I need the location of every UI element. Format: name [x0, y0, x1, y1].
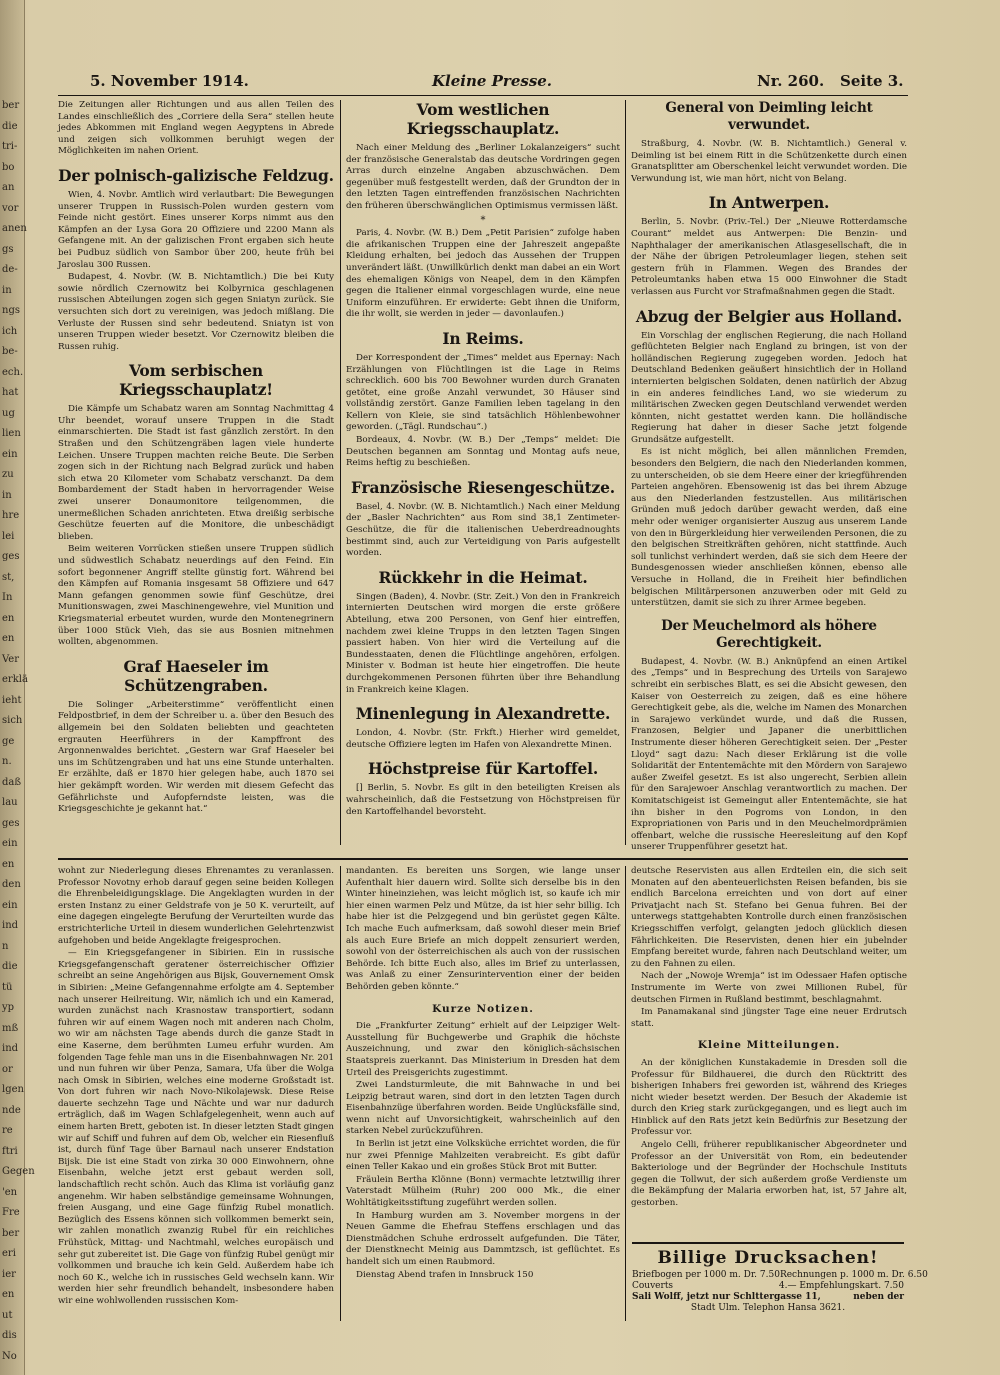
separator-star: * — [480, 214, 486, 226]
article-text: Budapest, 4. Novbr. (W. B. Nichtamtlich.) Die bei Kuty sowie nördlich Czernowitz bei Kolbyrnica geschlagenen russischen Abteilungen zogen sich gegen Sniatyn zurück. Sie versuchten sich dort zu vereinigen, was jedoch mißlang. Die Verluste der Russen sind sehr bedeutend. Sniatyn ist von unseren Truppen wieder besetzt. Vor Czernowitz bleiben die Russen ruhig. — [58, 272, 334, 352]
masthead: Kleine Presse. — [432, 72, 553, 90]
ad-text: Couverts — [632, 1281, 674, 1291]
column-fragment: vor — [2, 202, 19, 214]
column-fragment: erklä — [2, 674, 28, 685]
column-fragment: or — [2, 1063, 13, 1075]
headline: Der polnisch-galizische Feldzug. — [58, 165, 334, 185]
column-fragment: en — [2, 612, 15, 624]
column-fragment: ber — [2, 100, 20, 111]
ad-line — [632, 1292, 904, 1303]
article-text: Im Panamakanal sind jüngster Tage eine neuer Erdrutsch statt. — [631, 1007, 907, 1029]
column-fragment: Gegen — [2, 1166, 35, 1177]
article-text: Beim weiteren Vorrücken stießen unsere Truppen südlich und südwestlich Schabatz neuerdings auf den Feind. Ein sofort begonnener Angriff stellte günstig fort. Während bei den Kämpfen auf Romania insgesamt 58 Offiziere und 647 Mann gefangen genommen sowie fünf Geschütze, drei Munitionswagen, zwei Maschinengewehre, viel Munition und Kriegsmaterial erbeutet wurden, wurde den Montenegrinern über 1000 Stück Vieh, das sie aus Bosnien mitnehmen wollten, abgenommen. — [58, 544, 334, 648]
column-fragment: nde — [2, 1104, 21, 1116]
article-text: Nach der „Nowoje Wremja“ ist im Odessaer Hafen optische Instrumente im Werte von zwei Millionen Rubel, für deutschen Firmen in Rußland bestimmt, beschlagnahmt. — [631, 971, 907, 1005]
column-fragment: 'en — [2, 1186, 18, 1198]
lower-column-3 — [631, 866, 907, 1238]
column-rule-1 — [340, 100, 341, 845]
article-text: Die Solinger „Arbeiterstimme“ veröffentlicht einen Feldpostbrief, in dem der Schreiber u. a. über den Besuch des allgemein bei den Soldaten beliebten und geachteten ergrauten Heerführers in der Kampffront des Argonnenwaldes berichtet. „Gestern war Graf Haeseler bei uns im Schützengraben und hat uns eine Stunde unterhalten. Er erzählte, daß er 1870 hier gelegen habe, auch 1870 sei hier gekämpft worden. Wir werden mit diesem Gefecht das Gefährlichste und Aufopferndste leisten, was die Kriegsgeschichte je gekannt hat.“ — [58, 699, 334, 815]
headline: General von Deimling leicht verwundet. — [665, 100, 873, 133]
article-text: Die Zeitungen aller Richtungen und aus allen Teilen des Landes einschließlich des „Corriere della Sera“ stellen heute jedes Abkommen mit England wegen Aegyptens in Abrede und zeigen sich vollkommen beruhigt wegen der Möglichkeiten im nahen Orient. — [58, 100, 334, 157]
column-fragment: dis — [2, 1330, 17, 1341]
column-fragment: ge — [2, 735, 15, 747]
ad-line — [632, 1281, 904, 1292]
column-fragment: en — [2, 1289, 15, 1300]
article-text: Dienstag Abend trafen in Innsbruck 150 — [356, 1269, 534, 1280]
column-fragment: mß — [2, 1022, 19, 1034]
article-text: Die „Frankfurter Zeitung“ erhielt auf der Leipziger Welt-Ausstellung für Buchgewerbe und Graphik die höchste Auszeichnung, und zwar den königlich-sächsischen Staatspreis zuerkannt. Das Ministerium in Dresden hat dem Urteil des Preisgerichts zugestimmt. — [346, 1021, 620, 1078]
article-text: Singen (Baden), 4. Novbr. (Str. Zeit.) Von den in Frankreich internierten Deutschen wird morgen die erste größere Abteilung, etwa 200 Personen, von Genf hier eintreffen, nachdem zwei kleine Trupps in den letzten Tagen Singen passiert haben. Von hier wird die Verteilung auf die Bundesstaaten, denen die Flüchtlinge angehören, erfolgen. Minister v. Bodman ist heute hier eingetroffen. Die heute durchgekommenen Personen führten über ihre Behandlung in Frankreich keine Klagen. — [346, 591, 620, 695]
column-fragment: re — [2, 1125, 13, 1136]
headline: Vom westlichen Kriegsschauplatz. — [406, 100, 560, 138]
article-text: In Hamburg wurden am 3. November morgens in der Neuen Gamme die Ehefrau Steffens erschlagen und das Dienstmädchen Schuhe erdrosselt aufgefunden. Die Täter, der Dienstknecht Meinig aus Dammtzsch, ist geflüchtet. Es handelt sich um einen Raubmord. — [346, 1210, 620, 1267]
ad-text: Sali Wolff, jetzt nur Schlttergasse 11, — [632, 1292, 821, 1302]
column-fragment: ein — [2, 899, 18, 911]
issue-number: Nr. 260. — [757, 72, 825, 90]
column-fragment: n. — [2, 756, 12, 767]
ad-text: Briefbogen per 1000 m. Dr. 7.50 — [632, 1270, 780, 1280]
column-fragment: sich — [2, 715, 23, 726]
ad-text: neben der — [853, 1292, 904, 1302]
article-text: mandanten. Es bereiten uns Sorgen, wie lange unser Aufenthalt hier dauern wird. Sollte sich derselbe bis in den Winter hineinziehen, was leicht möglich ist, so kaufe ich mir hier einen warmen Pelz und Mütze, da ist hier sehr billig. Ich habe hier ist die Pelzgegend und bin gerüstet gegen Kälte. Ich mache Euch aufmerksam, daß sowohl dieser mein Brief als auch Eure Briefe an mich doppelt zensuriert werden, sowohl von der österreichischen als auch von der russischen Behörde. Ich bitte Euch also, alles im Brief zu unterlassen, was Anlaß zu einer Zensurintervention einer der beiden Behörden geben könnte.“ — [346, 866, 620, 992]
column-rule-2 — [625, 100, 626, 845]
column-fragment: ngs — [2, 305, 20, 316]
column-fragment: anen — [2, 223, 27, 234]
column-fragment: in — [2, 489, 12, 501]
column-fragment: ftri — [2, 1145, 18, 1157]
article-text: Basel, 4. Novbr. (W. B. Nichtamtlich.) Nach einer Meldung der „Basler Nachrichten“ aus Rom sind 38,1 Zentimeter-Geschütze, die für die italienischen Ueberdreadnoughts bestimmt sind, auch zur Verteidigung von Paris aufgestellt worden. — [346, 501, 620, 559]
column-fragment: lei — [2, 530, 15, 542]
headline: In Antwerpen. — [708, 193, 830, 213]
column-fragment: lgen — [2, 1084, 24, 1095]
article-text: Budapest, 4. Novbr. (W. B.) Anknüpfend an einen Artikel des „Temps“ und in Besprechung des Urteils von Sarajewo schreibt ein serbisches Blatt, es sei die Absicht gewesen, den Kaiser von Oesterreich zu zeigen, daß es eine höhere Gerechtigkeit gebe, als die, welche im Namen des Monarchen in Sarajewo verkündet wurde, und daß die Russen, Franzosen, Belgier und Japaner die unerbittlichen Instrumente dieser höheren Gerechtigkeit seien. Der „Pester Lloyd“ sagt dazu: Nach dieser Erklärung ist die volle Solidarität der Ententemächte mit den Mördern von Sarajewo außer Zweifel gesetzt. Es ist also ungerecht, Serbien allein für den Sarajewoer Anschlag verantwortlich zu machen. Der Komitatschigeist ist Gemeingut aller Ententemächte, sie hat ihn bisher in den Pogroms von London, in den Expropriationen von Paris und in den Meuchelmordprämien offenbart, welche die russische Heeresleitung auf den Kopf unserer Truppenführer gesetzt hat. — [631, 656, 907, 853]
headline: Graf Haeseler im Schützengraben. — [123, 656, 269, 695]
column-fragment: ein — [2, 838, 18, 849]
column-fragment: bo — [2, 161, 15, 173]
column-fragment: in — [2, 284, 12, 296]
issue-date: 5. November 1914. — [90, 72, 249, 90]
ad-text: Rechnungen p. 1000 m. Dr. 6.50 — [779, 1270, 928, 1280]
column-fragment: zu — [2, 469, 14, 480]
column-fragment: ind — [2, 1043, 19, 1054]
lower-column-2 — [346, 866, 620, 1321]
column-fragment: an — [2, 182, 15, 193]
column-3 — [631, 100, 907, 852]
article-text: [] Berlin, 5. Novbr. Es gilt in den beteiligten Kreisen als wahrscheinlich, daß die Festsetzung von Höchstpreisen für den Kartoffelhandel bevorsteht. — [346, 783, 620, 817]
article-text: London, 4. Novbr. (Str. Frkft.) Hierher wird gemeldet, deutsche Offiziere legten im Hafen von Alexandrette Minen. — [346, 728, 620, 750]
column-fragment: ich — [2, 325, 18, 337]
column-fragment: In — [2, 592, 13, 603]
column-rule-4 — [625, 866, 626, 1321]
headline: Rückkehr in die Heimat. — [378, 567, 588, 587]
column-fragment: hre — [2, 510, 20, 521]
column-fragment: st, — [2, 571, 15, 583]
column-fragment: tü — [2, 981, 13, 993]
column-fragment: lien — [2, 428, 21, 439]
headline: Der Meuchelmord als höhere Gerechtigkeit. — [661, 617, 877, 651]
article-text: wohnt zur Niederlegung dieses Ehrenamtes zu veranlassen. Professor Novotny erhob darauf gegen seine beiden Kollegen die Ehrenbeleidigungsklage. Die Angeklagten wurden in der ersten Instanz zu einer Geldstrafe von je 50 K. verurteilt, auf eine dagegen eingelegte Berufung der Verurteilten wurde das erstrichterliche Urteil in diesem wunderlichen Gelehrtenzwist aufgehoben und beide Angeklagte freigesprochen. — [58, 866, 334, 946]
column-fragment: Ver — [2, 653, 20, 665]
article-text: Fräulein Bertha Klönne (Bonn) vermachte letztwillig ihrer Vaterstadt Mülheim (Ruhr) 200 000 Mk., die einer Wohltätigkeitsstiftung zugeführt werden sollen. — [346, 1174, 620, 1209]
headline: Französische Riesengeschütze. — [351, 477, 615, 497]
column-fragment: ieht — [2, 694, 22, 706]
column-fragment: No — [2, 1350, 17, 1362]
column-fragment: de- — [2, 264, 18, 275]
column-fragment: n — [2, 940, 9, 952]
page-header — [60, 72, 910, 94]
column-fragment: lau — [2, 797, 18, 808]
article-text: Es ist nicht möglich, bei allen männlichen Fremden, besonders den Belgiern, die nach den Niederlanden kommen, zu unterscheiden, ob sie dem Heere einer der kriegführenden Parteien angehören. Ebensowenig ist das bei ihrem Abzuge aus den Niederlanden festzustellen. Aus militärischen Gründen muß jedoch darüber gewacht werden, daß eine mehr oder weniger organisierter Auszug aus unserem Lande von den in Bürgerkleidung hier verweilenden Personen, die zu den belgischen Streitkräften gehören, nicht stattfinde. Auch soll tunlichst verhindert werden, daß sie sich dem Heere der Bundesgenossen wieder anschließen können, ebenso alle Versuche in Holland, die in Freiheit hier befindlichen belgischen Militärpersonen anzuwerben oder mit Geld zu unterstützen, damit sie sich zu ihrer Armee begeben. — [631, 447, 907, 609]
ad-text: Stadt Ulm. Telephon Hansa 3621. — [690, 1303, 846, 1313]
headline: Minenlegung in Alexandrette. — [355, 704, 611, 724]
column-fragment: Fre — [2, 1207, 20, 1218]
article-text: Zwei Landsturmleute, die mit Bahnwache in und bei Leipzig betraut waren, sind dort in den letzten Tagen durch Eisenbahnzüge überfahren worden. Beide Unglücksfälle sind, wenn nicht auf Unvorsichtigkeit, wahrscheinlich auf den starken Nebel zurückzuführen. — [346, 1080, 620, 1137]
article-text: Straßburg, 4. Novbr. (W. B. Nichtamtlich.) General v. Deimling ist bei einem Ritt in die Schützenkette durch einen Granatsplitter am Oberschenkel leicht verwundet worden. Die Verwundung ist, wie man hört, nicht von Belang. — [631, 139, 907, 184]
column-fragment: ges — [2, 817, 20, 829]
lower-column-1 — [58, 866, 334, 1321]
article-text: Der Korrespondent der „Times“ meldet aus Epernay: Nach Erzählungen von Flüchtlingen ist die Lage in Reims schrecklich. 600 bis 700 Bewohner wurden durch Granaten getötet, eine große Anzahl verwundet, 30 Häuser sind vollständig zerstört. Ganze Familien leben tagelang in den Kellern von Kleie, sie sind tatsächlich Höhlenbewohner geworden. („Tägl. Rundschau“.) — [346, 352, 620, 433]
article-text: An der königlichen Kunstakademie in Dresden soll die Professur für Bildhauerei, die durch den Rücktritt des bisherigen Inhabers frei geworden ist, während des Krieges nicht wieder besetzt werden. Der Besuch der Akademie ist durch den Krieg stark zurückgegangen, und es liegt auch im Hinblick auf den Rats jetzt kein Bedürfnis zur Besetzung der Professur vor. — [631, 1057, 907, 1138]
column-fragment: yp — [2, 1002, 15, 1013]
column-fragment: ut — [2, 1309, 13, 1321]
advertisement — [632, 1242, 928, 1324]
headline: Abzug der Belgier aus Holland. — [635, 306, 903, 326]
article-text: Nach einer Meldung des „Berliner Lokalanzeigers“ sucht der französische Generalstab das deutsche Vordringen gegen Arras durch einzelne Angaben abzuschwächen. Dem gegenüber muß festgestellt werden, daß der Grundton der in den letzten Tagen eintreffenden französischen Nachrichten den früheren überschwänglichen Optimismus vermissen läßt. — [346, 143, 620, 211]
headline: Höchstpreise für Kartoffel. — [367, 759, 599, 779]
column-fragment: den — [2, 879, 21, 890]
article-text: — Ein Kriegsgefangener in Sibirien. Ein in russische Kriegsgefangenschaft geratener österreichischer Offizier schreibt an seine Angehörigen aus Bijsk, Gouvernement Omsk in Sibirien: „Meine Gefangennahme erfolgte am 4. September nach unserer Heilreitung. Wir, nämlich ich und ein Kamerad, wurden zunächst nach Krasnostaw transportiert, sodann fuhren wir auf einem Wagen noch mit anderen nach Cholm, wo wir am nächsten Tage abends durch die ganze Stadt in eine Kaserne, dem berühmten Lumeu erfuhr wurden. Am folgenden Tage fehle man uns in die Eisenbahnwagen Nr. 201 und nun fuhren wir über Penza, Samara, Ufa über die Wolga nach Omsk in Sibirien, welches eine moderne Großstadt ist. Von dort fuhren wir nach Novo-Nikolajewsk. Diese Reise dauerte sechzehn Tage und Nächte und war nur dadurch erträglich, daß im Wagen Schlafgelegenheit, wenn auch auf einem harten Brett, geboten ist. In dieser letzten Stadt gingen wir auf Schiff und fuhren auf dem Ob, welcher ein Riesenfluß ist, durch fünf Tage über Barnaul nach unserer Endstation Bijsk. Die ist eine Stadt von zirka 30 000 Einwohnern, ohne Eisenbahn, welche jetzt erst gebaut werden soll, landschaftlich recht schön. Auch das Klima ist vorläufig ganz angenehm. Wir haben selbständige gemeinsame Wohnungen, freien Ausgang, und eine Gage fünfzig Rubel monatlich. Bezüglich des Essens können sich vollkommen bemerkt sein, wir zahlen monatlich zwanzig Rubel für ein reichliches Frühstück, Mittag- und Nachtmahl, welches europäisch und sehr gut zubereitet ist. Die Gage von fünfzig Rubel genügt mir vollkommen und brauche ich kein Geld. Außerdem habe ich noch 60 K., welche ich in russisches Geld wechseln kann. Wir werden hier sehr freundlich behandelt, insbesondere haben wir eine wohlwollenden russischen Kom- — [58, 948, 334, 1306]
page-number: Seite 3. — [840, 72, 904, 90]
column-fragment: ind — [2, 920, 19, 931]
column-fragment: en — [2, 633, 15, 644]
column-fragment: be- — [2, 346, 18, 357]
column-fragment: die — [2, 961, 18, 972]
ad-line — [632, 1303, 904, 1314]
column-fragment: en — [2, 858, 15, 870]
column-fragment: die — [2, 120, 18, 132]
column-rule-3 — [340, 866, 341, 1321]
article-text: Berlin, 5. Novbr. (Priv.-Tel.) Der „Nieuwe Rotterdamsche Courant“ meldet aus Antwerpen: Die Benzin- und Naphthalager der amerikanischen Atlasgesellschaft, die in der Nähe der übrigen Petroleumlager liegen, stehen seit gestern früh in Flammen. Wegen des Brandes der Petroleumtanks haben etwa 15 000 Einwohner die Stadt verlassen aus Furcht vor Strafmaßnahmen gegen die Stadt. — [631, 217, 907, 297]
column-fragment: ech. — [2, 366, 24, 378]
article-text: Die Kämpfe um Schabatz waren am Sonntag Nachmittag 4 Uhr beendet, worauf unsere Truppen in die Stadt einmarschierten. Die Stadt ist fast gänzlich zerstört. In den Straßen und den Schützengräben lagen viele hunderte Leichen. Unsere Truppen machten reiche Beute. Die Serben zogen sich in der Richtung nach Belgrad zurück und haben sich etwa 20 Kilometer vom Schabatz verschanzt. Da dem Bombardement der Stadt haben in hervorragender Weise zwei unserer Donaumonitore teilgenommen, die unermeßlichen Schaden anrichteten. Etwa dreißig serbische Geschütze feuerten auf die Monitore, die unbeschädigt blieben. — [58, 404, 334, 542]
article-text: Wien, 4. Novbr. Amtlich wird verlautbart: Die Bewegungen unserer Truppen in Russisch-Polen wurden gestern vom Feinde nicht gestört. Eines unserer Korps nimmt aus den Kämpfen an der Lysa Gora 20 Offiziere und 2200 Mann als Gefangene mit. An der galizischen Front ergaben sich heute bei Pudbuz südlich von Sambor über 200, heute früh bei Jaroslau 300 Russen. — [58, 189, 334, 270]
column-fragment: eri — [2, 1248, 16, 1259]
article-text: deutsche Reservisten aus allen Erdteilen ein, die sich seit Monaten auf den abenteuerlichsten Reisen befanden, bis sie endlich Barcelona erreichten und von dort auf einer Privatjacht nach St. Stefano bei Genua fuhren. Bei der unterwegs stattgehabten Kontrolle durch einen französischen Kriegsschiffen verfolgt, gelangten jedoch glücklich diesen Fährlichkeiten. Die Reservisten, denen hier ein jubelnder Empfang bereitet wurde, fahren nach Deutschland weiter, um zu den Fahnen zu eilen. — [631, 866, 907, 969]
section-title: Kurze Notizen. — [432, 1002, 534, 1015]
article-text: In Berlin ist jetzt eine Volksküche errichtet worden, die für nur zwei Pfennige Mahlzeiten verabreicht. Es gibt dafür einen Teller Kakao und ein großes Stück Brot mit Butter. — [346, 1139, 620, 1173]
ad-line — [632, 1270, 928, 1281]
column-fragment: daß — [2, 776, 22, 788]
column-fragment: ein — [2, 448, 18, 460]
column-1 — [58, 100, 334, 852]
article-text: Paris, 4. Novbr. (W. B.) Dem „Petit Parisien“ zufolge haben die afrikanischen Truppen eine der Jahreszeit angepaßte Kleidung erhalten, bei jedoch das Aussehen der Truppen unverändert läßt. (Unwillkürlich denkt man dabei an ein Wort des ehemaligen Königs von Neapel, dem in den Kämpfen gegen die Italiener einmal vorgeschlagen wurde, eine neue Uniform einzuführen. Er erwiderte: Gebt ihnen die Uniform, die ihr wollt, sie werden in jeder — davonlaufen.) — [346, 228, 620, 320]
article-text: Angelo Celli, früherer republikanischer Abgeordneter und Professor an der Universität von Rom, ein bedeutender Bakteriologe und der Begründer der Hochschule Instituts gegen die Tollwut, der sich außerdem große Verdienste um die Bekämpfung der Malaria erworben hat, ist, 57 Jahre alt, gestorben. — [631, 1140, 907, 1209]
section-rule — [58, 858, 908, 860]
section-title: Kleine Mitteilungen. — [697, 1039, 841, 1052]
column-fragment: hat — [2, 387, 19, 398]
column-fragment: ber — [2, 1227, 20, 1239]
ad-title: Billige Drucksachen! — [657, 1248, 879, 1268]
headline: In Reims. — [442, 328, 524, 348]
article-text: Bordeaux, 4. Novbr. (W. B.) Der „Temps“ meldet: Die Deutschen begannen am Sonntag und Montag aufs neue, Reims heftig zu beschießen. — [346, 435, 620, 469]
column-fragment: ges — [2, 551, 20, 562]
column-fragment: gs — [2, 243, 14, 255]
header-rule — [58, 95, 908, 96]
column-fragment: ug — [2, 407, 15, 419]
headline: Vom serbischen Kriegsschauplatz! — [119, 361, 273, 400]
ad-text: 4.— Empfehlungskart. 7.50 — [778, 1281, 904, 1291]
column-2 — [346, 100, 620, 852]
column-fragment: tri- — [2, 141, 18, 152]
article-text: Ein Vorschlag der englischen Regierung, die nach Holland geflüchteten Belgier nach England zu bringen, ist von der holländischen Regierung zugegeben worden. Jedoch hat Deutschland Bedenken geäußert hinsichtlich der in Holland internierten belgischen Soldaten, denen natürlich der Abzug in ein anderes feindliches Land, wo sie wiederum zu militärischen Zwecken gegen Deutschland verwendet werden könnten, nicht gestattet werden kann. Die holländische Regierung hat daher in dieser Sache jetzt folgende Grundsätze aufgestellt. — [631, 330, 907, 445]
column-fragment: ier — [2, 1268, 16, 1280]
